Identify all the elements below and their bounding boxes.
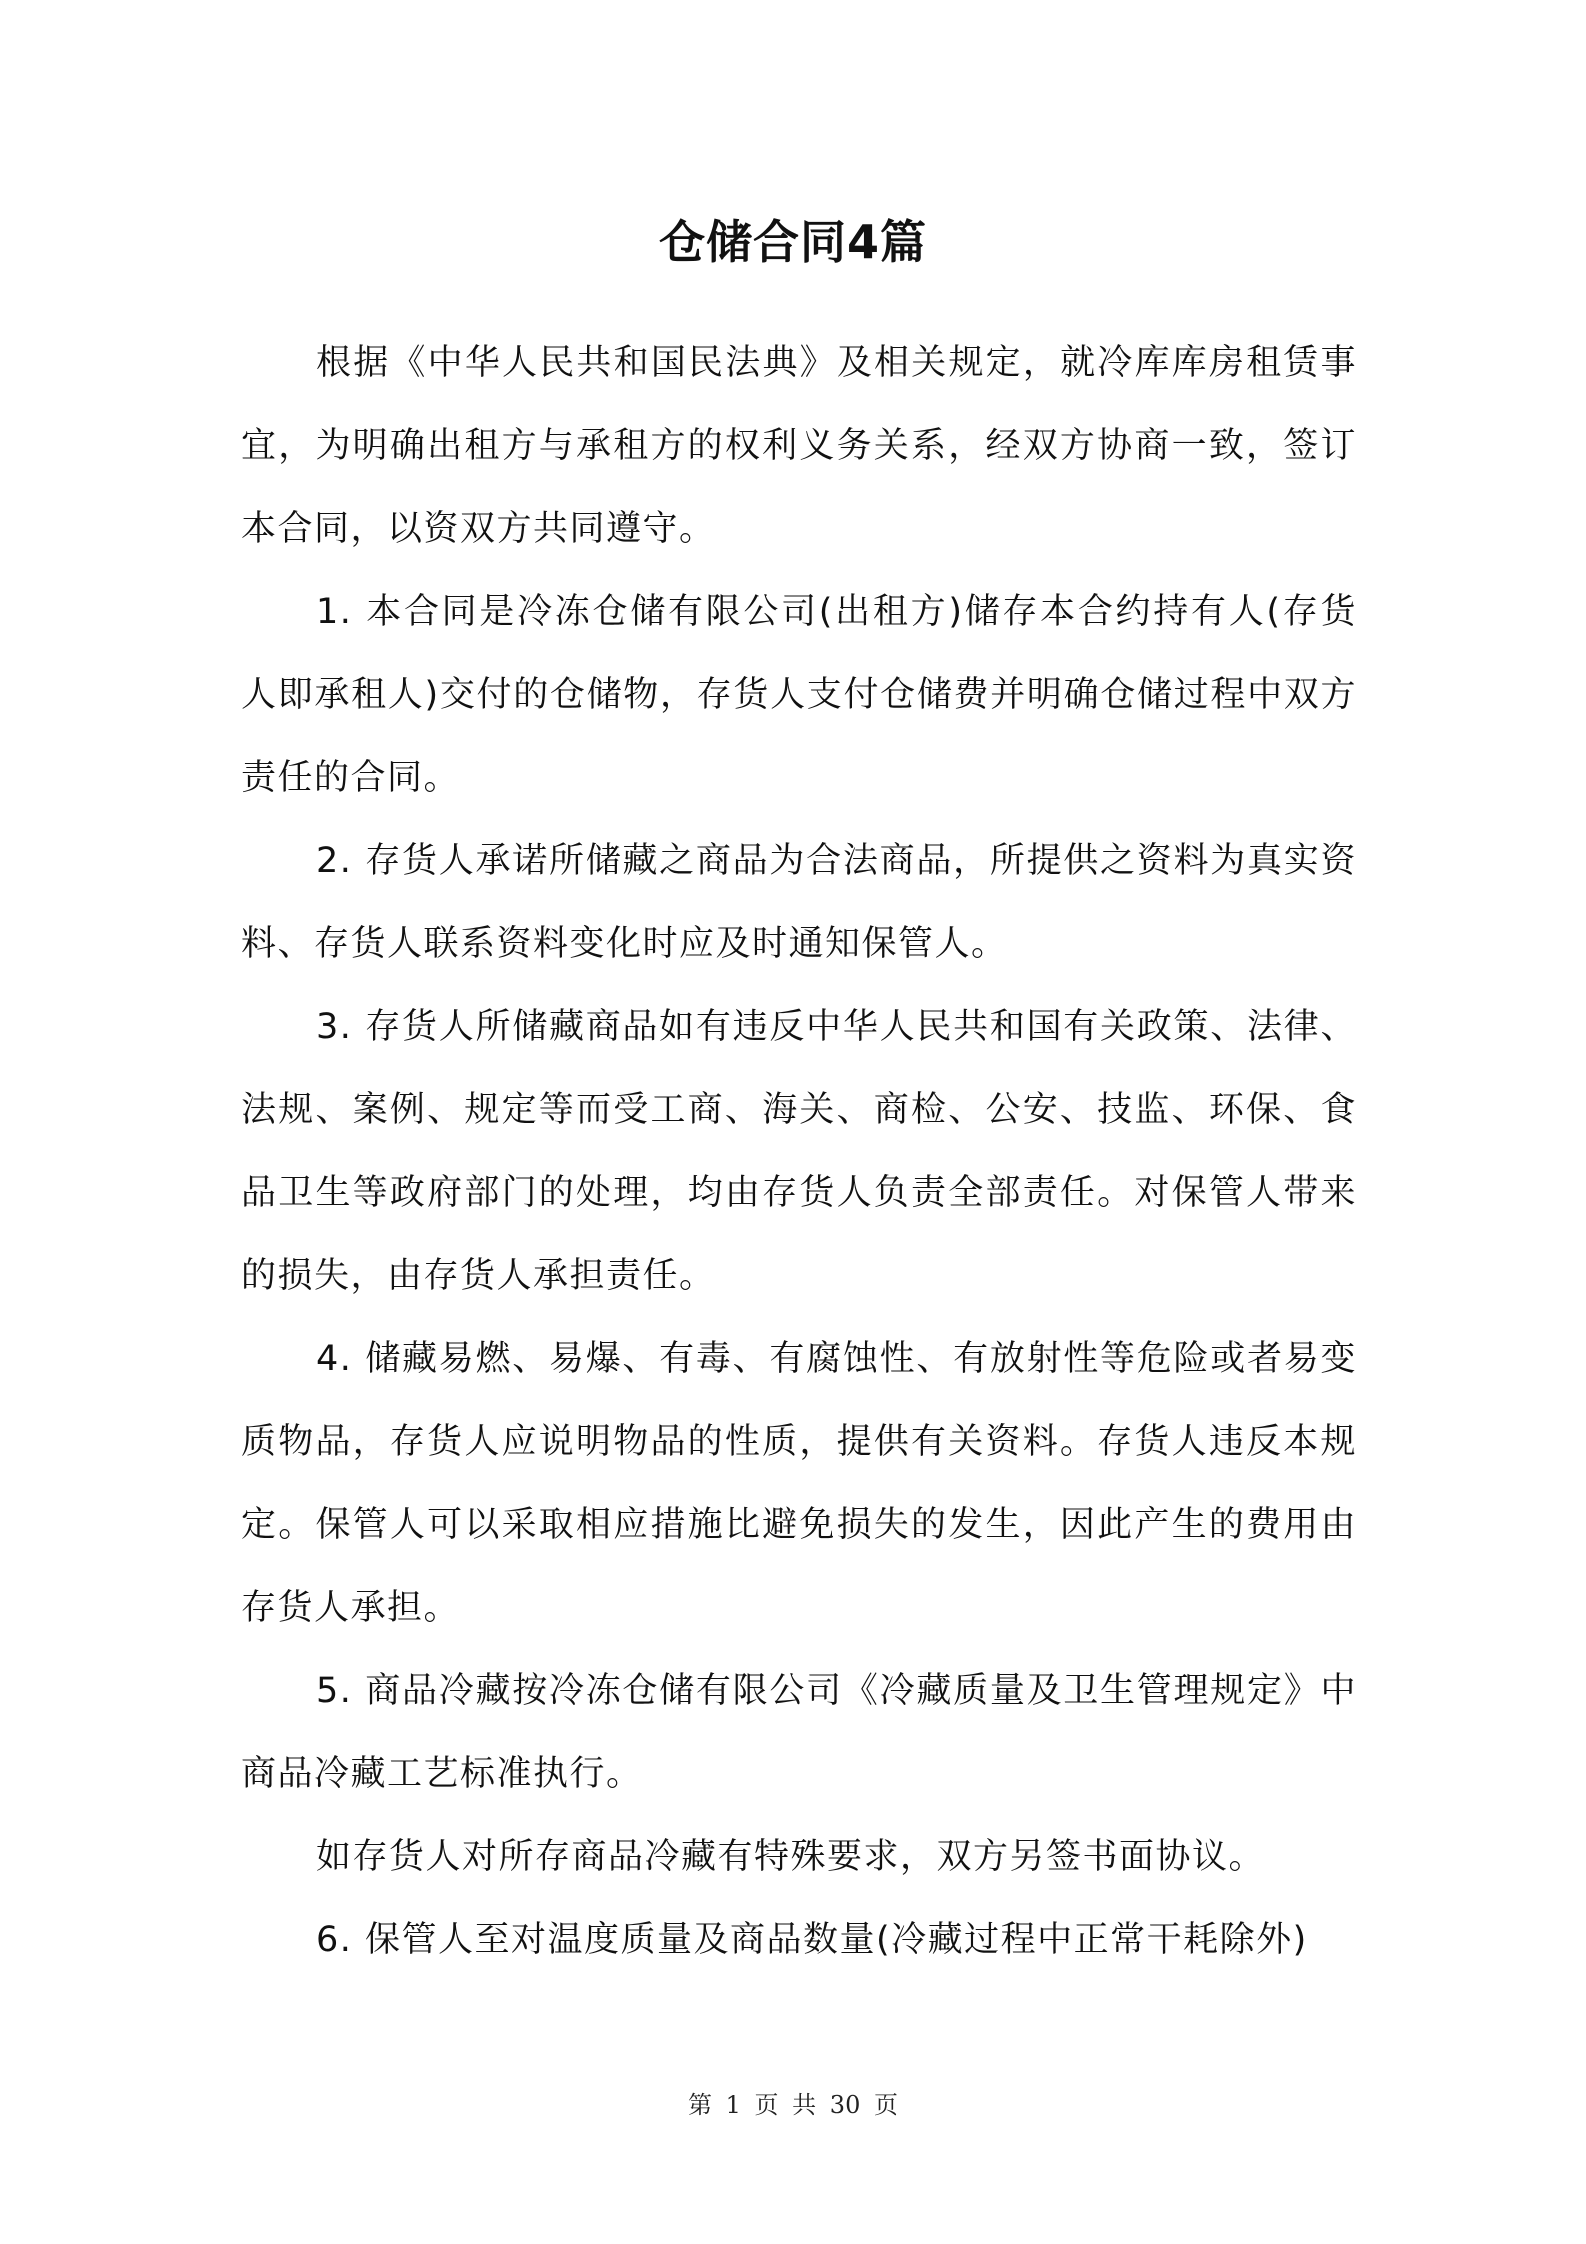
paragraph-clause-1: 1. 本合同是冷冻仓储有限公司(出租方)储存本合约持有人(存货人即承租人)交付的仓储物，存货人支付仓储费并明确仓储过程中双方责任的合同。 <box>241 592 1357 798</box>
paragraph-clause-5: 5. 商品冷藏按冷冻仓储有限公司《冷藏质量及卫生管理规定》中商品冷藏工艺标准执行。 <box>241 1671 1357 1794</box>
paragraph-clause-6: 6. 保管人至对温度质量及商品数量(冷藏过程中正常干耗除外) <box>316 1920 1308 1960</box>
page-number-footer: 第 1 页 共 30 页 <box>688 2091 898 2119</box>
paragraph-intro: 根据《中华人民共和国民法典》及相关规定，就冷库库房租赁事宜，为明确出租方与承租方的权利义务关系，经双方协商一致，签订本合同，以资双方共同遵守。 <box>241 343 1357 549</box>
paragraph-clause-5-note: 如存货人对所存商品冷藏有特殊要求，双方另签书面协议。 <box>316 1837 1266 1877</box>
paragraph-clause-4: 4. 储藏易燃、易爆、有毒、有腐蚀性、有放射性等危险或者易变质物品，存货人应说明物品的性质，提供有关资料。存货人违反本规定。保管人可以采取相应措施比避免损失的发生，因此产生的费用由存货人承担。 <box>241 1339 1357 1628</box>
paragraph-clause-2: 2. 存货人承诺所储藏之商品为合法商品，所提供之资料为真实资料、存货人联系资料变化时应及时通知保管人。 <box>241 841 1357 964</box>
document-body <box>241 322 1357 1982</box>
document-title: 仓储合同4篇 <box>658 215 927 269</box>
paragraph-clause-3: 3. 存货人所储藏商品如有违反中华人民共和国有关政策、法律、法规、案例、规定等而受工商、海关、商检、公安、技监、环保、食品卫生等政府部门的处理，均由存货人负责全部责任。对保管人带来的损失，由存货人承担责任。 <box>241 1007 1357 1296</box>
